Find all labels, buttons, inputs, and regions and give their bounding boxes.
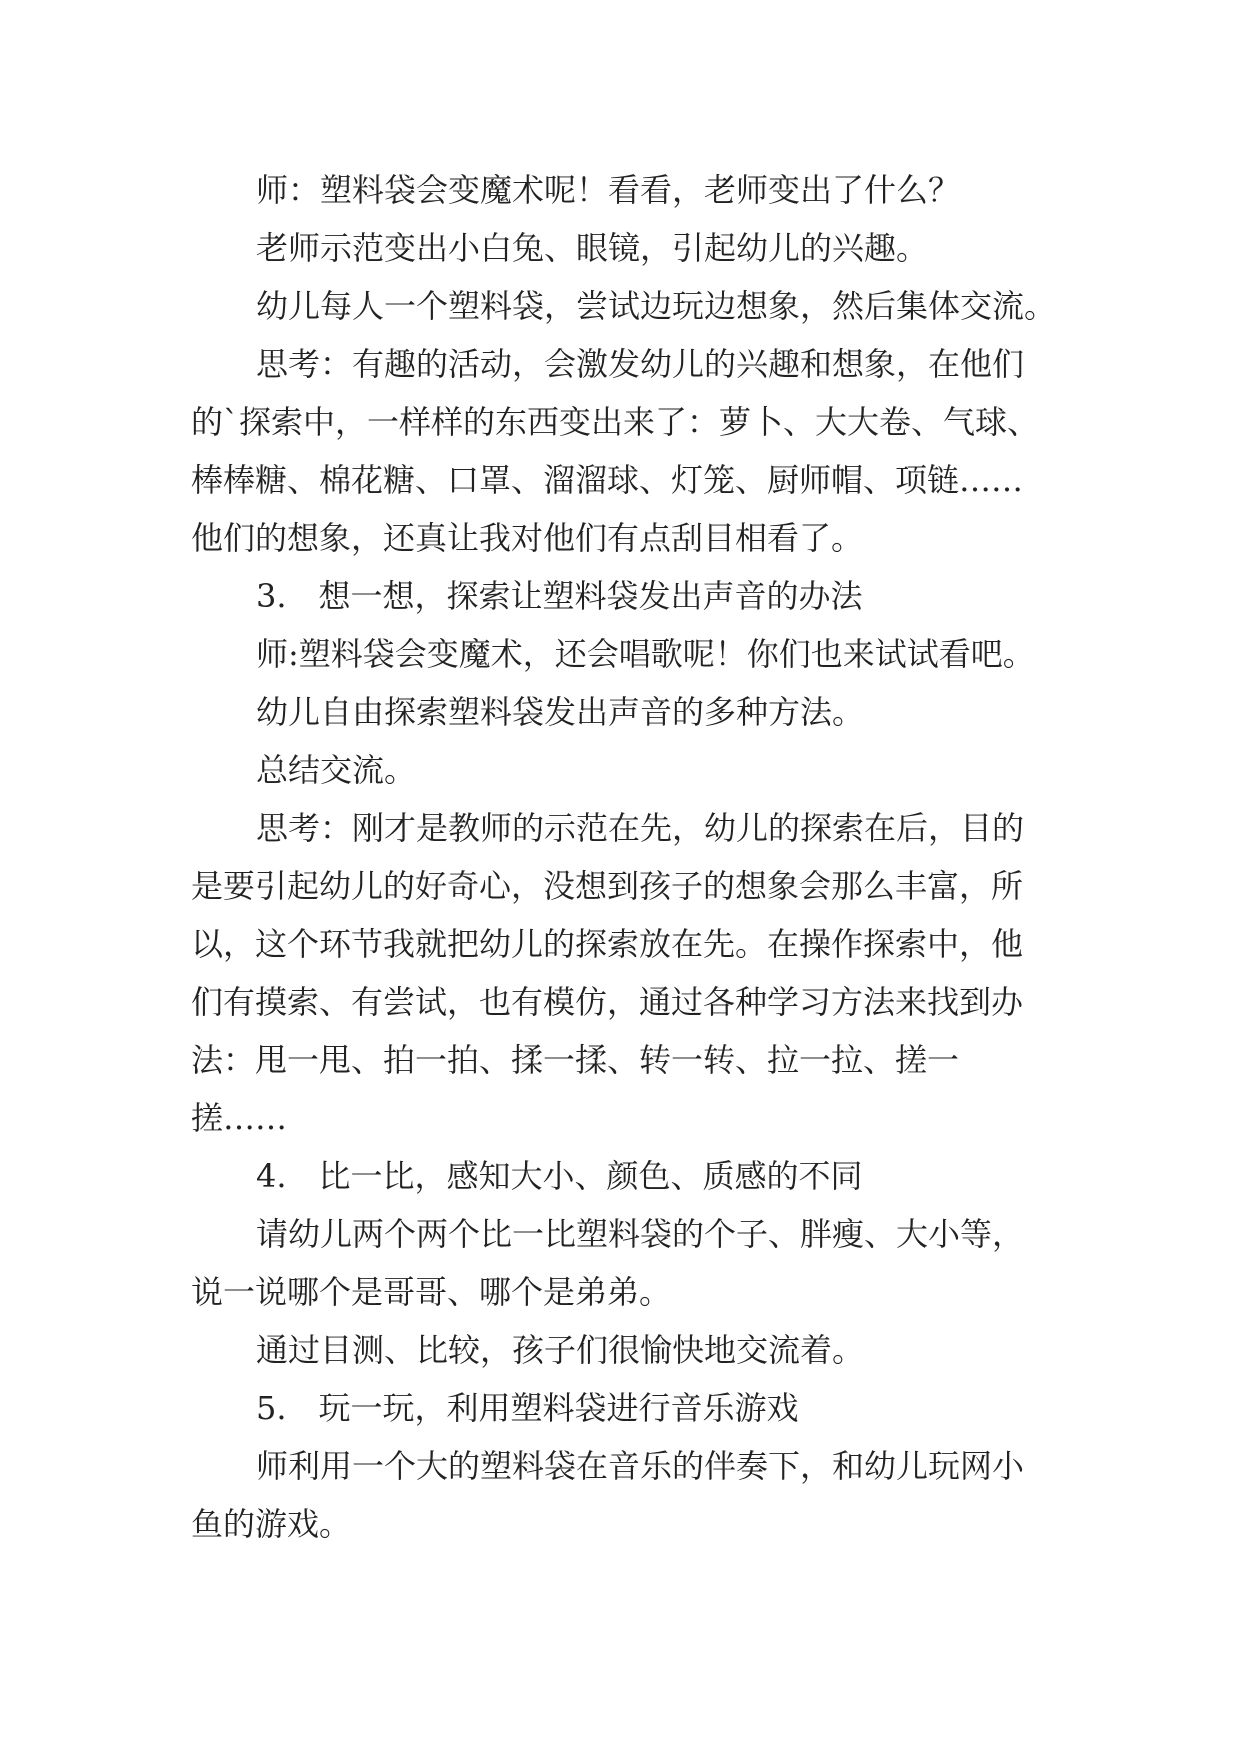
paragraph-line: 说一说哪个是哥哥、哪个是弟弟。: [191, 1273, 672, 1311]
paragraph-line: 师:塑料袋会变魔术，还会唱歌呢！你们也来试试看吧。: [256, 635, 1035, 673]
paragraph-line: 搓……: [191, 1099, 288, 1137]
section-heading: 3. 想一想，探索让塑料袋发出声音的办法: [256, 577, 863, 615]
paragraph-line: 师：塑料袋会变魔术呢！看看，老师变出了什么？: [256, 171, 961, 209]
paragraph-line: 法：甩一甩、拍一拍、揉一揉、转一转、拉一拉、搓一: [191, 1041, 960, 1079]
paragraph-line: 总结交流。: [256, 751, 417, 789]
paragraph-line: 是要引起幼儿的好奇心，没想到孩子的想象会那么丰富，所: [191, 867, 1024, 905]
paragraph-line: 以，这个环节我就把幼儿的探索放在先。在操作探索中，他: [191, 925, 1024, 963]
paragraph-line: 幼儿每人一个塑料袋，尝试边玩边想象，然后集体交流。: [256, 287, 1057, 325]
paragraph-line: 他们的想象，还真让我对他们有点刮目相看了。: [191, 519, 864, 557]
paragraph-line: 请幼儿两个两个比一比塑料袋的个子、胖瘦、大小等，: [256, 1215, 1025, 1253]
paragraph-line: 鱼的游戏。: [191, 1505, 352, 1543]
section-heading: 5. 玩一玩，利用塑料袋进行音乐游戏: [256, 1389, 799, 1427]
paragraph-line: 的`探索中，一样样的东西变出来了：萝卜、大大卷、气球、: [191, 403, 1040, 441]
paragraph-line: 棒棒糖、棉花糖、口罩、溜溜球、灯笼、厨师帽、项链……: [191, 461, 1024, 499]
paragraph-line: 老师示范变出小白兔、眼镜，引起幼儿的兴趣。: [256, 229, 929, 267]
paragraph-line: 幼儿自由探索塑料袋发出声音的多种方法。: [256, 693, 865, 731]
section-heading: 4. 比一比，感知大小、颜色、质感的不同: [256, 1157, 863, 1195]
paragraph-line: 思考：有趣的活动，会激发幼儿的兴趣和想象，在他们: [256, 345, 1025, 383]
paragraph-line: 们有摸索、有尝试，也有模仿，通过各种学习方法来找到办: [191, 983, 1024, 1021]
paragraph-line: 通过目测、比较，孩子们很愉快地交流着。: [256, 1331, 865, 1369]
paragraph-line: 师利用一个大的塑料袋在音乐的伴奏下，和幼儿玩网小: [256, 1447, 1025, 1485]
paragraph-line: 思考：刚才是教师的示范在先，幼儿的探索在后，目的: [256, 809, 1025, 847]
